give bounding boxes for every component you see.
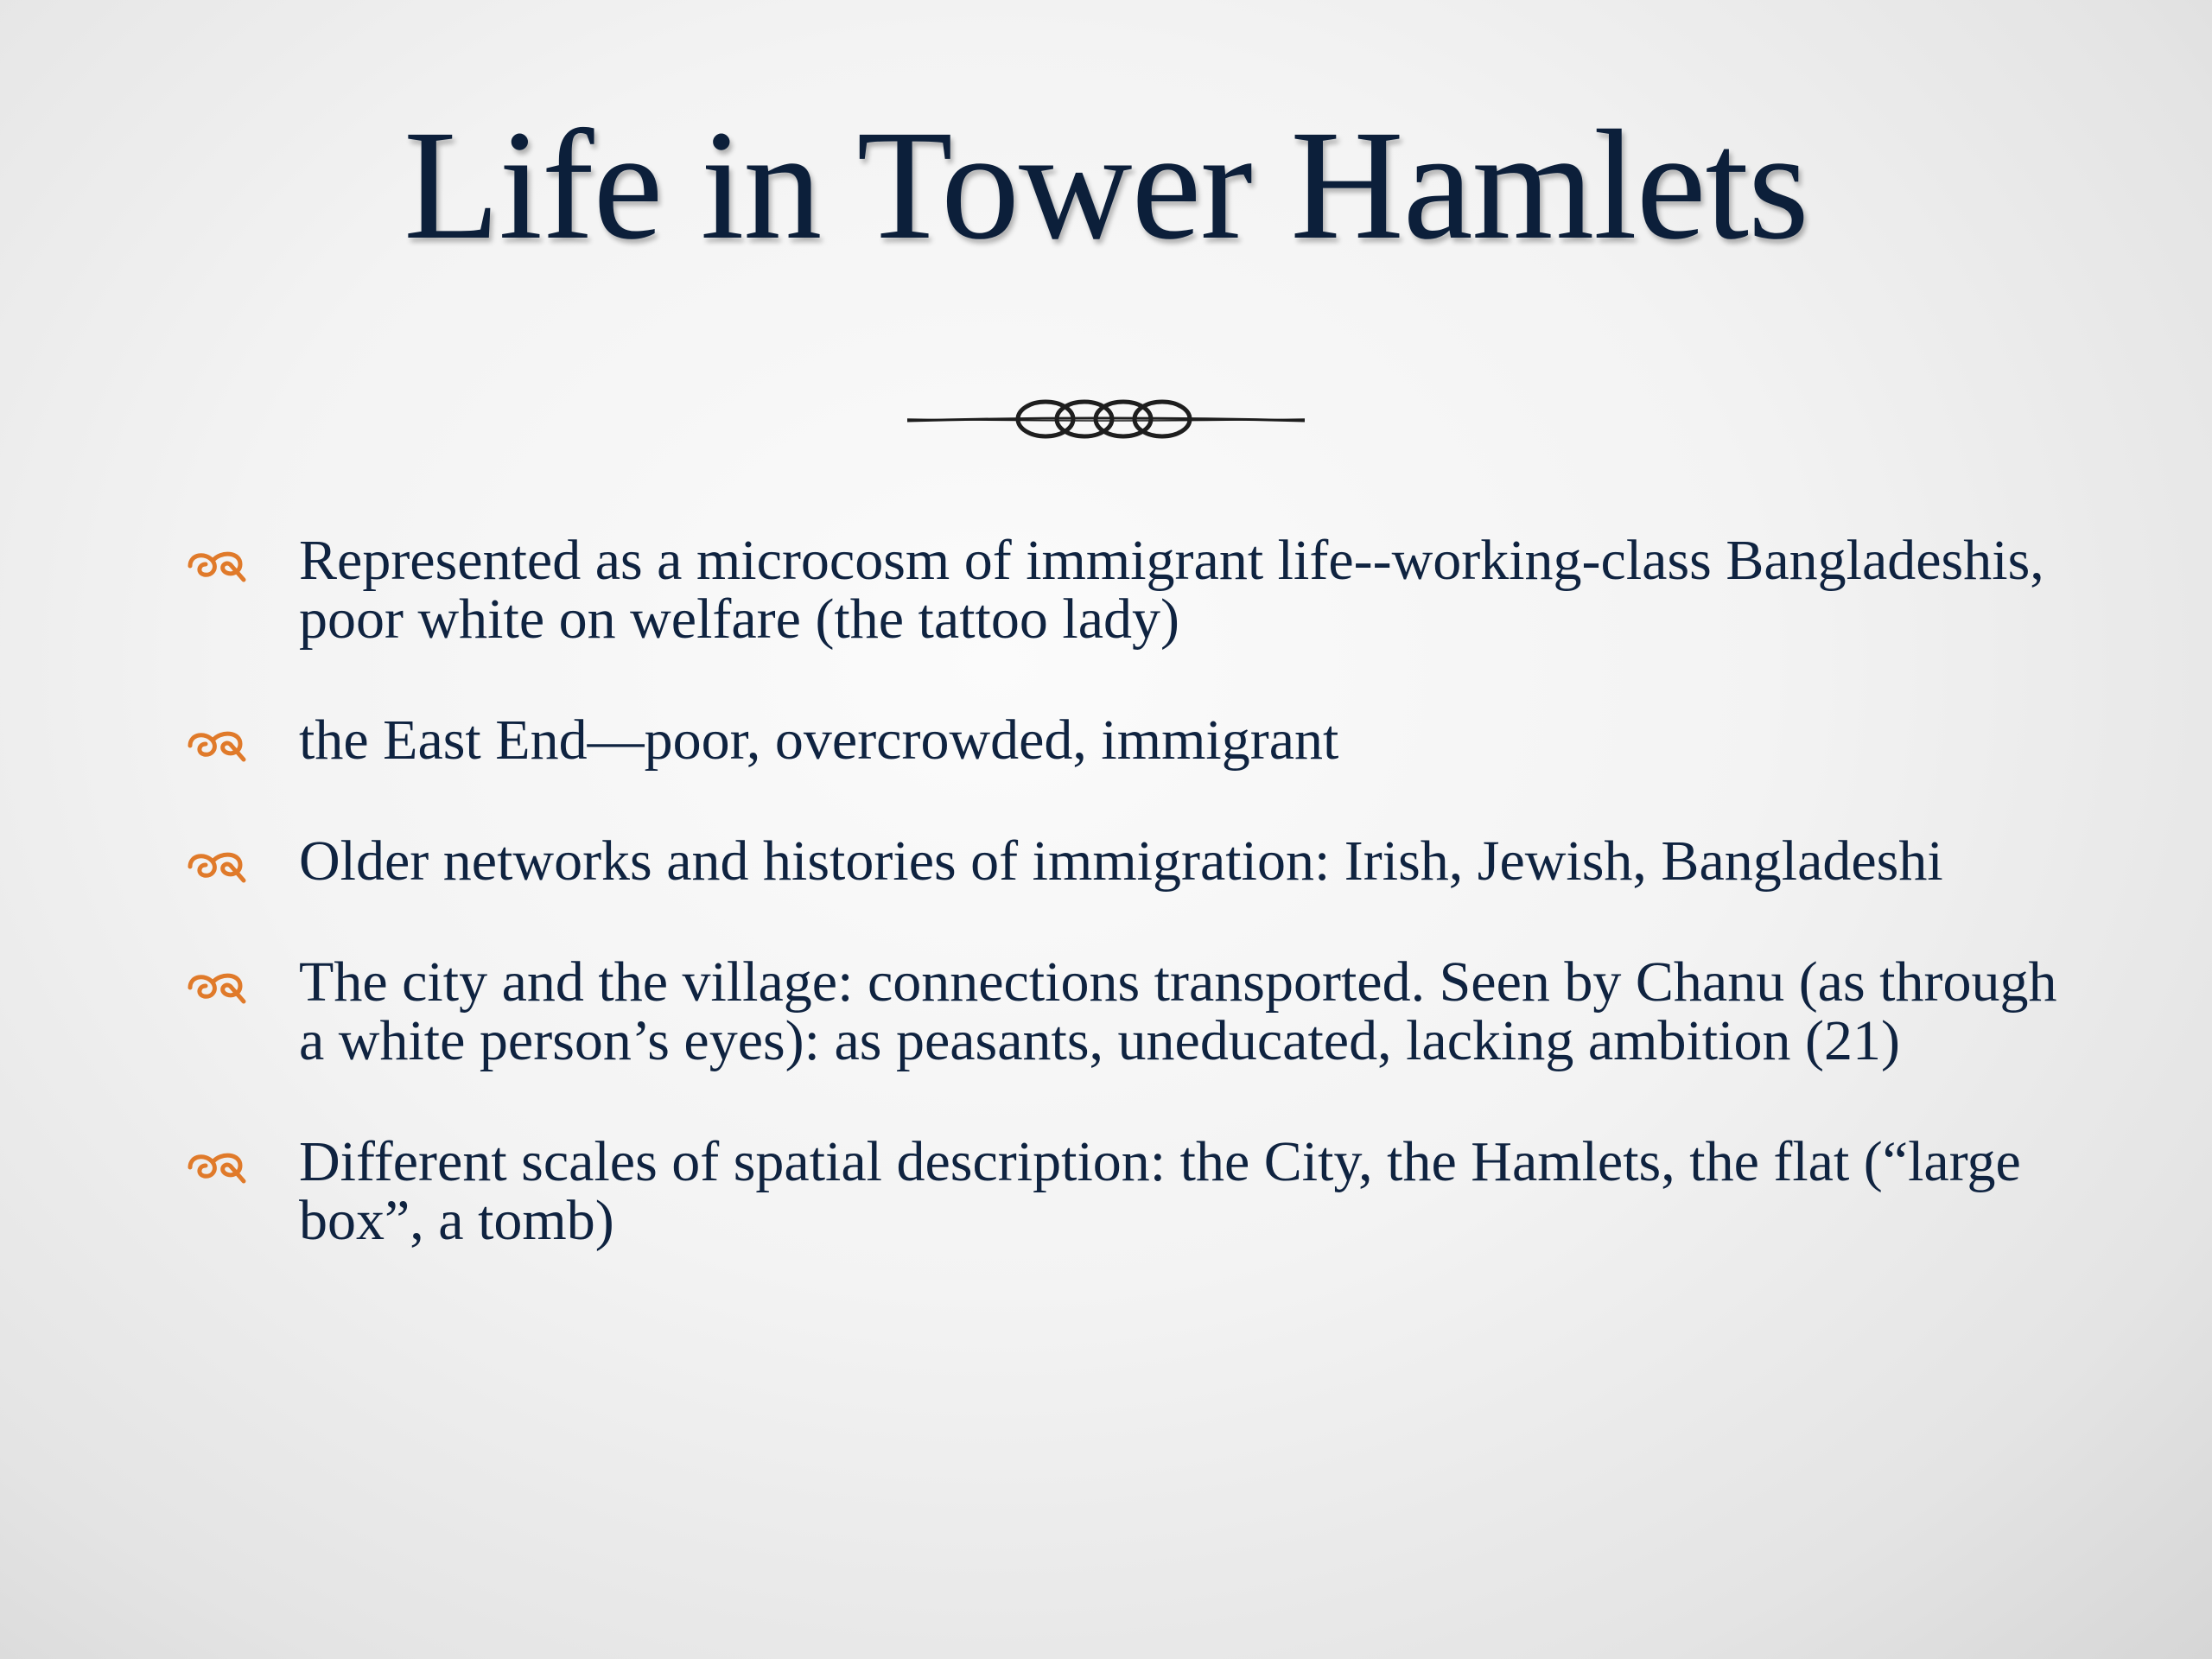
bullet-list (181, 531, 2065, 1313)
bullet-text: Represented as a microcosm of immigrant life--working-class Bangladeshis, poor white on welfare (the tattoo lady) (299, 529, 2044, 651)
bullet-item (181, 1130, 2065, 1252)
curl-bullet-icon (187, 725, 247, 763)
bullet-item (181, 832, 2065, 891)
bullet-text: Older networks and histories of immigration: Irish, Jewish, Bangladeshi (299, 830, 1943, 893)
bullet-text: the East End—poor, overcrowded, immigrant (299, 709, 1339, 772)
curl-bullet-icon (187, 545, 247, 583)
flourish-divider-icon (907, 393, 1305, 445)
bullet-text: Different scales of spatial description: the City, the Hamlets, the flat (“large box”, a tomb) (299, 1130, 2021, 1252)
bullet-item (181, 950, 2065, 1072)
bullet-item (181, 531, 2065, 649)
curl-bullet-icon (187, 846, 247, 884)
curl-bullet-icon (187, 967, 247, 1005)
curl-bullet-icon (187, 1147, 247, 1185)
slide-title: Life in Tower Hamlets (404, 99, 1808, 272)
bullet-item (181, 711, 2065, 770)
bullet-text: The city and the village: connections transported. Seen by Chanu (as through a white person’s eyes): as peasants, uneducated, lacking ambition (21) (299, 950, 2057, 1072)
